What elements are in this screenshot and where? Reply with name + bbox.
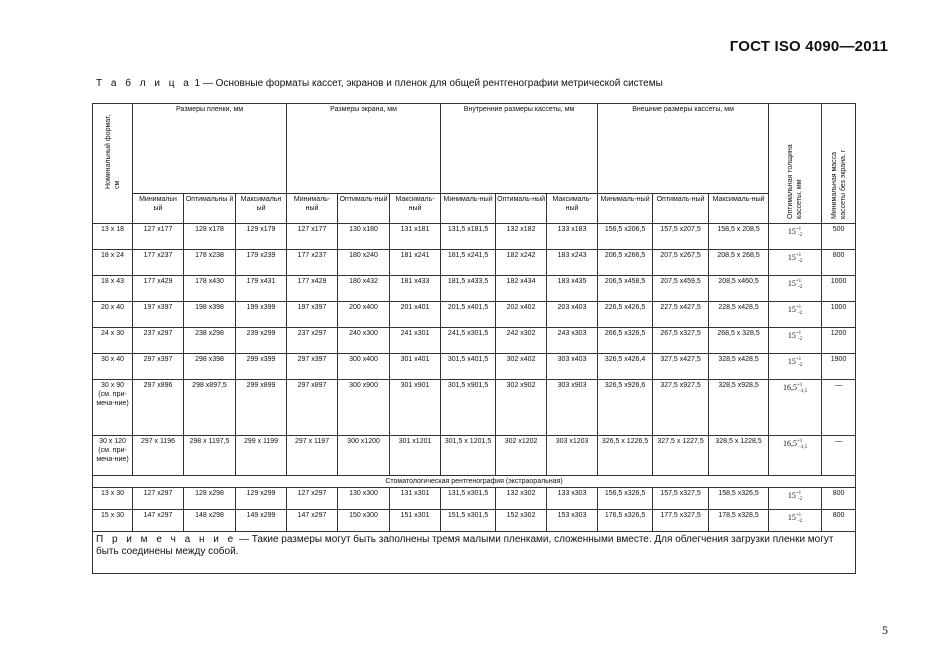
- document-header-title: ГОСТ ISO 4090—2011: [729, 38, 888, 55]
- thickness-upper-tolerance: +1: [796, 439, 803, 444]
- dimension-cell: 147 x297: [287, 510, 338, 532]
- dimension-cell: 153 x303: [547, 510, 598, 532]
- dimension-cell: 240 x300: [338, 328, 390, 354]
- mass-cell: 800: [822, 510, 856, 532]
- dimension-cell: 242 x302: [496, 328, 547, 354]
- header-mass-label: Минимальная масса кассеты без экрана, г: [830, 149, 847, 219]
- dimension-cell: 179 x239: [236, 250, 287, 276]
- thickness-value: [783, 439, 807, 448]
- table-row: [93, 510, 856, 532]
- sub-screen-max: Максималь-ный: [390, 194, 441, 224]
- sub-inner-opt: Оптималь-ный: [496, 194, 547, 224]
- thickness-cell: [769, 276, 822, 302]
- table-row: [93, 328, 856, 354]
- dimension-cell: 328,5 x 1228,5: [709, 436, 769, 476]
- dimension-cell: 178 x430: [184, 276, 236, 302]
- dimension-cell: 327,5 x 1227,5: [653, 436, 709, 476]
- thickness-value: [788, 305, 803, 314]
- header-film-group: Размеры пленки, мм: [133, 104, 287, 194]
- dimension-cell: 132 x182: [496, 224, 547, 250]
- dimension-cell: 131,5 x181,5: [441, 224, 496, 250]
- dimension-cell: 207,5 x267,5: [653, 250, 709, 276]
- thickness-value: [788, 491, 803, 500]
- dimension-cell: 181 x433: [390, 276, 441, 302]
- dimension-cell: 299 x899: [236, 380, 287, 436]
- dimension-cell: 297 x897: [287, 380, 338, 436]
- dimension-cell: 298 x897,5: [184, 380, 236, 436]
- dimension-cell: 207,5 x459,5: [653, 276, 709, 302]
- formats-table: [92, 103, 856, 574]
- dimension-cell: 127 x297: [287, 488, 338, 510]
- dimension-cell: 301,5 x 1201,5: [441, 436, 496, 476]
- thickness-cell: [769, 354, 822, 380]
- dimension-cell: 133 x183: [547, 224, 598, 250]
- thickness-cell: [769, 302, 822, 328]
- table-body: [93, 224, 856, 476]
- dimension-cell: 241,5 x301,5: [441, 328, 496, 354]
- dimension-cell: 199 x399: [236, 302, 287, 328]
- thickness-upper-tolerance: +1: [795, 331, 802, 336]
- format-cell: 13 x 18: [93, 224, 133, 250]
- thickness-lower-tolerance: -2: [798, 337, 803, 342]
- header-thickness-label: Оптимальная толщина кассеты, мм: [787, 144, 804, 219]
- dimension-cell: 129 x179: [236, 224, 287, 250]
- sub-film-opt: Оптимальны й: [184, 194, 236, 224]
- dimension-cell: 158,5 x326,5: [709, 488, 769, 510]
- dimension-cell: 328,5 x928,5: [709, 380, 769, 436]
- mass-cell: 800: [822, 250, 856, 276]
- thickness-lower-tolerance: -2: [798, 259, 803, 264]
- dimension-cell: 227,5 x427,5: [653, 302, 709, 328]
- dimension-cell: 300 x400: [338, 354, 390, 380]
- dimension-cell: 300 x1200: [338, 436, 390, 476]
- format-cell: 18 x 24: [93, 250, 133, 276]
- dimension-cell: 301 x401: [390, 354, 441, 380]
- thickness-lower-tolerance: -2: [798, 311, 803, 316]
- dimension-cell: 130 x180: [338, 224, 390, 250]
- dimension-cell: 149 x299: [236, 510, 287, 532]
- dimension-cell: 131,5 x301,5: [441, 488, 496, 510]
- dimension-cell: 197 x397: [287, 302, 338, 328]
- format-cell: 30 x 90 (см. при-меча-ние): [93, 380, 133, 436]
- dimension-cell: 297 x896: [133, 380, 184, 436]
- note-text: — Такие размеры могут быть заполнены тремя малыми пленками, сложенными вместе. Для облегчения загрузки пленки могут быть соединены между собой.: [96, 534, 834, 557]
- format-cell: 30 x 120 (см. при-меча-ние): [93, 436, 133, 476]
- dimension-cell: 151 x301: [390, 510, 441, 532]
- dimension-cell: 238 x298: [184, 328, 236, 354]
- dimension-cell: 128 x178: [184, 224, 236, 250]
- thickness-base: 16,5: [782, 439, 797, 448]
- dimension-cell: 128 x298: [184, 488, 236, 510]
- header-inner-group: Внутренние размеры кассеты, мм: [441, 104, 598, 194]
- thickness-base: 15: [787, 513, 796, 522]
- mass-cell: —: [822, 380, 856, 436]
- header-outer-group: Внешние размеры кассеты, мм: [598, 104, 769, 194]
- dimension-cell: 177,5 x327,5: [653, 510, 709, 532]
- dimension-cell: 178 x238: [184, 250, 236, 276]
- thickness-cell: [769, 488, 822, 510]
- header-nominal-format: [93, 104, 133, 224]
- dimension-cell: 326,5 x426,4: [598, 354, 653, 380]
- dental-section-title: Стоматологическая рентгенография (экстраоральная): [93, 476, 856, 488]
- thickness-upper-tolerance: +1: [795, 227, 802, 232]
- sub-film-min: Минимальн ый: [133, 194, 184, 224]
- dimension-cell: 200 x400: [338, 302, 390, 328]
- dimension-cell: 151,5 x301,5: [441, 510, 496, 532]
- dimension-cell: 299 x399: [236, 354, 287, 380]
- dimension-cell: 131 x301: [390, 488, 441, 510]
- dimension-cell: 177 x237: [133, 250, 184, 276]
- thickness-base: 16,5: [782, 383, 797, 392]
- dimension-cell: 206,5 x266,5: [598, 250, 653, 276]
- dimension-cell: 301,5 x401,5: [441, 354, 496, 380]
- dimension-cell: 179 x431: [236, 276, 287, 302]
- table-row: [93, 354, 856, 380]
- dental-section: [93, 476, 856, 488]
- mass-cell: 1000: [822, 276, 856, 302]
- dimension-cell: 302 x902: [496, 380, 547, 436]
- dimension-cell: 180 x240: [338, 250, 390, 276]
- dimension-cell: 327,5 x427,5: [653, 354, 709, 380]
- dimension-cell: 156,5 x206,5: [598, 224, 653, 250]
- dimension-cell: 127 x297: [133, 488, 184, 510]
- thickness-upper-tolerance: +1: [795, 357, 802, 362]
- dimension-cell: 268,5 x 328,5: [709, 328, 769, 354]
- dimension-cell: 130 x300: [338, 488, 390, 510]
- dimension-cell: 198 x398: [184, 302, 236, 328]
- thickness-cell: [769, 328, 822, 354]
- caption-text: 1 — Основные форматы кассет, экранов и пленок для общей рентгенографии метрической системы: [191, 78, 663, 89]
- dimension-cell: 127 x177: [287, 224, 338, 250]
- thickness-value: [788, 513, 803, 522]
- dimension-cell: 181,5 x241,5: [441, 250, 496, 276]
- dimension-cell: 267,5 x327,5: [653, 328, 709, 354]
- dimension-cell: 208,5 x460,5: [709, 276, 769, 302]
- dimension-cell: 299 x 1199: [236, 436, 287, 476]
- header-thickness: [769, 104, 822, 224]
- dimension-cell: 131 x181: [390, 224, 441, 250]
- dimension-cell: 301 x901: [390, 380, 441, 436]
- format-cell: 15 x 30: [93, 510, 133, 532]
- dimension-cell: 297 x397: [133, 354, 184, 380]
- dimension-cell: 156,5 x326,5: [598, 488, 653, 510]
- dimension-cell: 129 x299: [236, 488, 287, 510]
- dimension-cell: 298 x398: [184, 354, 236, 380]
- dimension-cell: 158,5 x 208,5: [709, 224, 769, 250]
- dimension-cell: 202 x402: [496, 302, 547, 328]
- sub-inner-max: Максималь-ный: [547, 194, 598, 224]
- thickness-lower-tolerance: -2: [798, 363, 803, 368]
- header-screen-group: Размеры экрана, мм: [287, 104, 441, 194]
- thickness-base: 15: [787, 279, 796, 288]
- subheader-row: [93, 194, 856, 224]
- dimension-cell: 297 x 1196: [133, 436, 184, 476]
- thickness-base: 15: [787, 253, 796, 262]
- dimension-cell: 182 x434: [496, 276, 547, 302]
- thickness-cell: [769, 510, 822, 532]
- dimension-cell: 201 x401: [390, 302, 441, 328]
- thickness-value: [788, 279, 803, 288]
- format-cell: 24 x 30: [93, 328, 133, 354]
- thickness-value: [783, 383, 807, 392]
- dimension-cell: 157,5 x327,5: [653, 488, 709, 510]
- thickness-upper-tolerance: +1: [795, 513, 802, 518]
- dimension-cell: 326,5 x926,6: [598, 380, 653, 436]
- dimension-cell: 228,5 x428,5: [709, 302, 769, 328]
- dimension-cell: 206,5 x458,5: [598, 276, 653, 302]
- dimension-cell: 183 x243: [547, 250, 598, 276]
- thickness-lower-tolerance: -2: [798, 233, 803, 238]
- thickness-value: [788, 357, 803, 366]
- dimension-cell: 150 x300: [338, 510, 390, 532]
- dimension-cell: 328,5 x428,5: [709, 354, 769, 380]
- thickness-lower-tolerance: -2: [798, 519, 803, 524]
- thickness-cell: [769, 224, 822, 250]
- mass-cell: 1000: [822, 302, 856, 328]
- sub-outer-max: Максималь-ный: [709, 194, 769, 224]
- thickness-lower-tolerance: -1,5: [799, 445, 808, 450]
- dimension-cell: 133 x303: [547, 488, 598, 510]
- dimension-cell: 303 x903: [547, 380, 598, 436]
- dimension-cell: 239 x299: [236, 328, 287, 354]
- table-row: [93, 224, 856, 250]
- note-label: П р и м е ч а н и е: [96, 534, 237, 545]
- dimension-cell: 298 x 1197,5: [184, 436, 236, 476]
- dimension-cell: 127 x177: [133, 224, 184, 250]
- thickness-upper-tolerance: +1: [795, 491, 802, 496]
- format-cell: 18 x 43: [93, 276, 133, 302]
- dimension-cell: 301,5 x901,5: [441, 380, 496, 436]
- dimension-cell: 241 x301: [390, 328, 441, 354]
- dimension-cell: 327,5 x927,5: [653, 380, 709, 436]
- mass-cell: —: [822, 436, 856, 476]
- table-row: [93, 250, 856, 276]
- table-row: [93, 276, 856, 302]
- table-row: [93, 488, 856, 510]
- thickness-base: 15: [787, 491, 796, 500]
- dimension-cell: 182 x242: [496, 250, 547, 276]
- format-cell: 13 x 30: [93, 488, 133, 510]
- table-caption: [96, 78, 663, 89]
- dimension-cell: 237 x297: [133, 328, 184, 354]
- dimension-cell: 177 x237: [287, 250, 338, 276]
- mass-cell: 1900: [822, 354, 856, 380]
- dimension-cell: 181,5 x433,5: [441, 276, 496, 302]
- mass-cell: 1200: [822, 328, 856, 354]
- dimension-cell: 201,5 x401,5: [441, 302, 496, 328]
- sub-inner-min: Минималь-ный: [441, 194, 496, 224]
- format-cell: 30 x 40: [93, 354, 133, 380]
- sub-screen-opt: Оптималь-ный: [338, 194, 390, 224]
- thickness-upper-tolerance: +1: [795, 253, 802, 258]
- thickness-base: 15: [787, 305, 796, 314]
- dimension-cell: 301 x1201: [390, 436, 441, 476]
- thickness-base: 15: [787, 331, 796, 340]
- dimension-cell: 177 x429: [133, 276, 184, 302]
- mass-cell: 500: [822, 224, 856, 250]
- thickness-upper-tolerance: +1: [796, 383, 803, 388]
- dimension-cell: 148 x298: [184, 510, 236, 532]
- dimension-cell: 147 x297: [133, 510, 184, 532]
- dimension-cell: 197 x397: [133, 302, 184, 328]
- dimension-cell: 303 x1203: [547, 436, 598, 476]
- mass-cell: 800: [822, 488, 856, 510]
- thickness-value: [788, 331, 803, 340]
- thickness-lower-tolerance: -1,5: [799, 389, 808, 394]
- sub-film-max: Максимальн ый: [236, 194, 287, 224]
- dimension-cell: 243 x303: [547, 328, 598, 354]
- dimension-cell: 203 x403: [547, 302, 598, 328]
- thickness-upper-tolerance: +1: [795, 305, 802, 310]
- dimension-cell: 237 x297: [287, 328, 338, 354]
- dimension-cell: 178,5 x328,5: [709, 510, 769, 532]
- sub-outer-min: Минималь-ный: [598, 194, 653, 224]
- dimension-cell: 181 x241: [390, 250, 441, 276]
- table-row: [93, 380, 856, 436]
- dimension-cell: 208,5 x 268,5: [709, 250, 769, 276]
- thickness-base: 15: [787, 357, 796, 366]
- header-mass: [822, 104, 856, 224]
- format-cell: 20 x 40: [93, 302, 133, 328]
- table-note: [93, 532, 856, 574]
- dimension-cell: 183 x435: [547, 276, 598, 302]
- thickness-upper-tolerance: +1: [795, 279, 802, 284]
- dimension-cell: 297 x397: [287, 354, 338, 380]
- dimension-cell: 300 x900: [338, 380, 390, 436]
- thickness-cell: [769, 436, 822, 476]
- table-row: [93, 436, 856, 476]
- thickness-cell: [769, 380, 822, 436]
- dimension-cell: 152 x302: [496, 510, 547, 532]
- dental-body: [93, 488, 856, 532]
- dimension-cell: 226,5 x426,5: [598, 302, 653, 328]
- header-nominal-format-label: Номинальный формат, см: [104, 114, 121, 189]
- dimension-cell: 303 x403: [547, 354, 598, 380]
- dimension-cell: 266,5 x326,5: [598, 328, 653, 354]
- dimension-cell: 176,5 x326,5: [598, 510, 653, 532]
- caption-label: Т а б л и ц а: [96, 78, 192, 89]
- dimension-cell: 326,5 x 1226,5: [598, 436, 653, 476]
- thickness-value: [788, 227, 803, 236]
- dimension-cell: 132 x302: [496, 488, 547, 510]
- sub-outer-opt: Оптималь-ный: [653, 194, 709, 224]
- table-row: [93, 302, 856, 328]
- thickness-lower-tolerance: -2: [798, 285, 803, 290]
- page-number: 5: [882, 623, 888, 637]
- dimension-cell: 302 x1202: [496, 436, 547, 476]
- dimension-cell: 157,5 x207,5: [653, 224, 709, 250]
- thickness-lower-tolerance: -2: [798, 497, 803, 502]
- thickness-cell: [769, 250, 822, 276]
- dimension-cell: 302 x402: [496, 354, 547, 380]
- dimension-cell: 180 x432: [338, 276, 390, 302]
- thickness-value: [788, 253, 803, 262]
- sub-screen-min: Минималь-ный: [287, 194, 338, 224]
- dimension-cell: 297 x 1197: [287, 436, 338, 476]
- thickness-base: 15: [787, 227, 796, 236]
- dimension-cell: 177 x429: [287, 276, 338, 302]
